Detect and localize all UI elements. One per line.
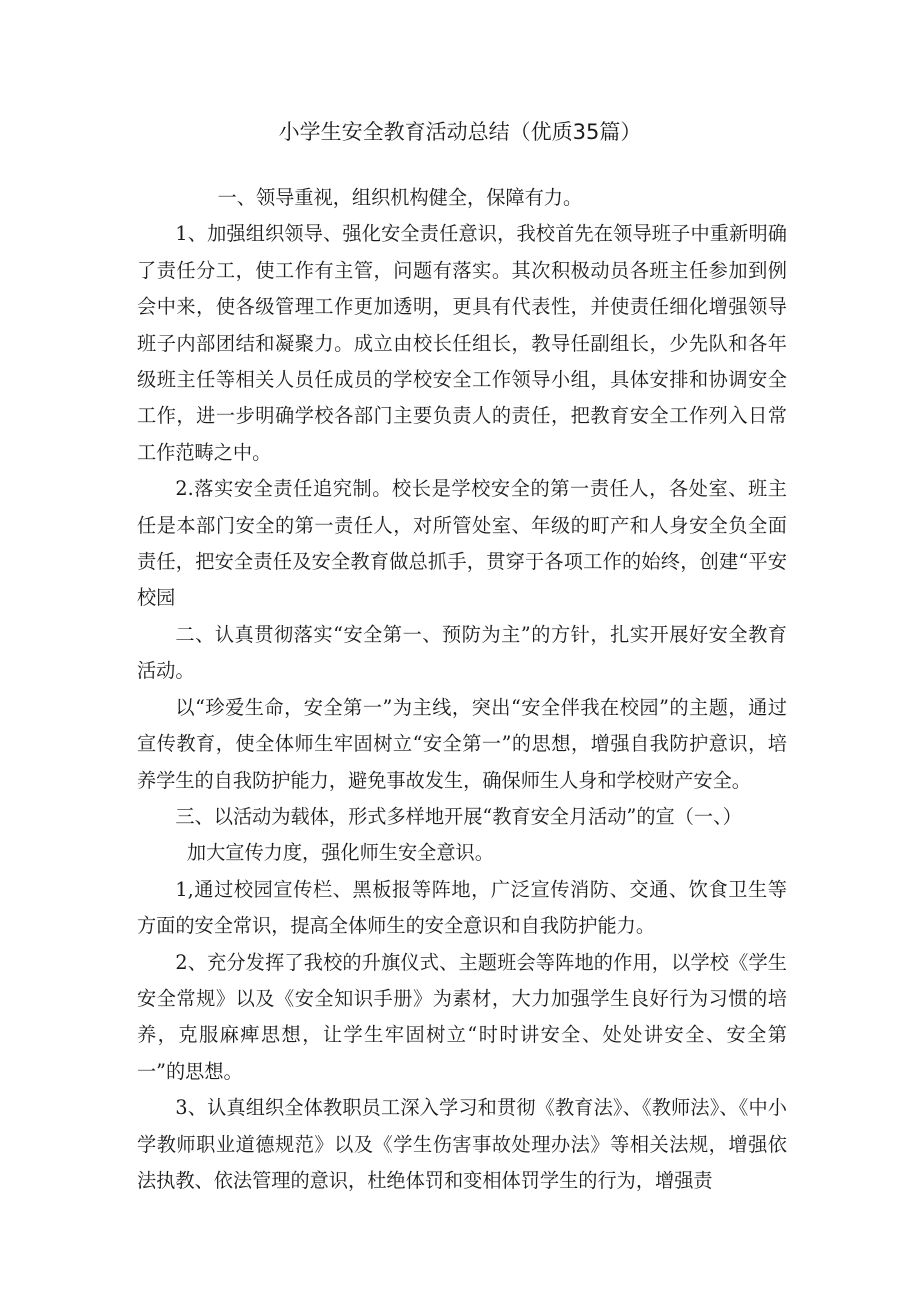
body-paragraph: 1,通过校园宣传栏、黑板报等阵地，广泛宣传消防、交通、饮食卫生等方面的安全常识，提高全体师生的安全意识和自我防护能力。 (137, 877, 787, 938)
section-heading-1: 一、领导重视，组织机构健全，保障有力。 (217, 186, 583, 209)
section-heading-3: 三、以活动为载体，形式多样地开展“教育安全月活动”的宣（一、） (175, 804, 742, 828)
body-paragraph: 1、加强组织领导、强化安全责任意识，我校首先在领导班子中重新明确了责任分工，使工作有主管，问题有落实。其次积极动员各班主任参加到例会中来，使各级管理工作更加透明，更具有代表性，并使责任细化增强领导班子内部团结和凝聚力。成立由校长任组长，教导任副组长，少先队和各年级班主任等相关人员任成员的学校安全工作领导小组，具体安排和协调安全工作，进一步明确学校各部门主要负责人的责任，把教育安全工作列入日常工作范畴之中。 (137, 222, 787, 464)
body-paragraph: 以“珍爱生命，安全第一”为主线，突出“安全伴我在校园”的主题，通过宣传教育，使全体师生牢固树立“安全第一”的思想，增强自我防护意识，培养学生的自我防护能力，避免事故发生，确保师生人身和学校财产安全。 (137, 695, 787, 792)
section-heading-2: 二、认真贯彻落实“安全第一、预防为主”的方针，扎实开展好安全教育活动。 (137, 622, 787, 683)
sub-heading: 加大宣传力度，强化师生安全意识。 (186, 841, 494, 865)
body-paragraph: 3、认真组织全体教职员工深入学习和贯彻《教育法》、《教师法》、《中小学教师职业道德规范》以及《学生伤害事故处理办法》等相关法规，增强依法执教、依法管理的意识，杜绝体罚和变相体罚学生的行为，增强责 (137, 1096, 787, 1192)
document-title: 小学生安全教育活动总结（优质35篇） (278, 120, 642, 144)
body-paragraph: 2.落实安全责任追究制。校长是学校安全的第一责任人，各处室、班主任是本部门安全的第一责任人，对所管处室、年级的町产和人身安全负全面责任，把安全责任及安全教育做总抓手，贯穿于各项工作的始终，创建“平安校园 (137, 477, 787, 610)
document-body (137, 180, 787, 1199)
body-paragraph: 2、充分发挥了我校的升旗仪式、主题班会等阵地的作用，以学校《学生安全常规》以及《安全知识手册》为素材，大力加强学生良好行为习惯的培养，克服麻痺思想，让学生牢固树立“时时讲安全、处处讲安全、安全第一”的思想。 (137, 950, 787, 1083)
